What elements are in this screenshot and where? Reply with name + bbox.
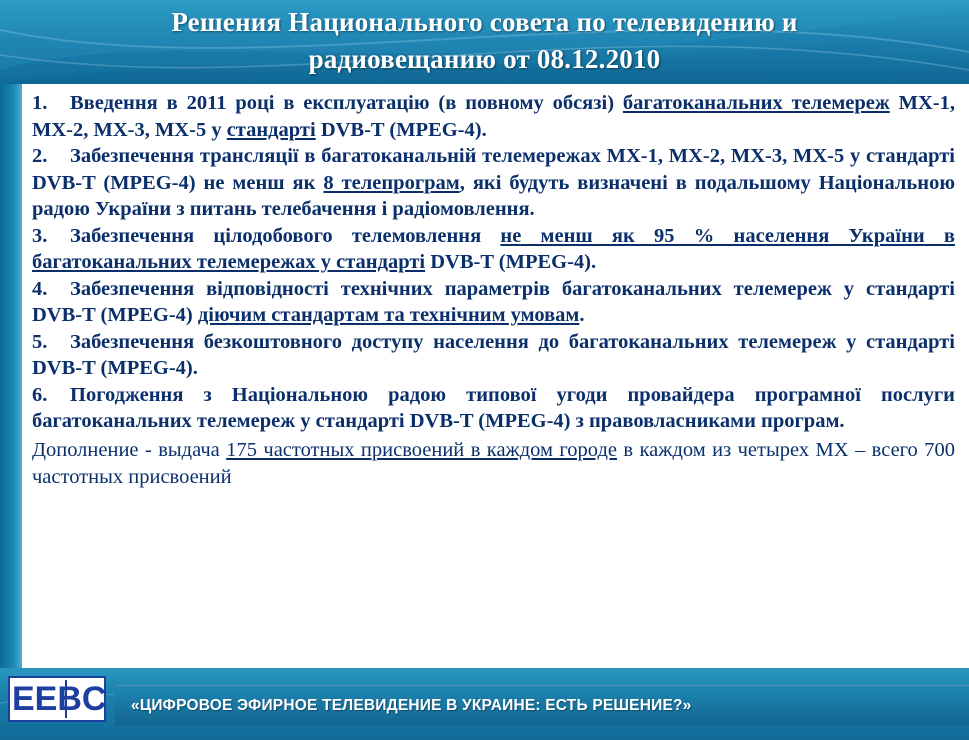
addendum-paragraph	[32, 437, 955, 491]
underlined-text: 8 телепрограм	[323, 171, 460, 194]
list-item-number: 6.	[32, 383, 48, 406]
list-item	[32, 223, 955, 276]
plain-text: Введення в 2011 році в експлуатацію (в повному обсязі)	[70, 92, 623, 114]
plain-text: Забезпечення цілодобового телемовлення	[70, 224, 501, 247]
list-item	[32, 90, 955, 143]
slide-body	[22, 84, 969, 668]
underlined-text: не менш як 95 % населення України в багатоканальних телемережах у стандарті	[32, 224, 955, 273]
footer-banner-text: «ЦИФРОВОЕ ЭФИРНОЕ ТЕЛЕВИДЕНИЕ В УКРАИНЕ: ЕСТЬ РЕШЕНИЕ?»	[131, 697, 692, 714]
list-item	[32, 329, 955, 382]
page-title-line-1: Решения Национального совета по телевидению и	[171, 7, 798, 37]
plain-text: DVB-T (MPEG-4).	[315, 118, 487, 141]
plain-text: .	[579, 304, 585, 326]
list-item-number: 2.	[32, 145, 48, 167]
list-item	[32, 143, 955, 223]
underlined-text: багатоканальних телемереж	[622, 92, 890, 114]
eebc-logo	[8, 676, 106, 722]
left-accent-strip	[0, 84, 22, 668]
page-title	[0, 4, 969, 78]
plain-text: Дополнение - выдача	[32, 438, 227, 461]
plain-text: Забезпечення відповідності технічних параметрів багатоканальних телемереж у стандарті DVB-T (MPEG-4)	[32, 277, 955, 326]
list-item-number: 3.	[32, 224, 48, 247]
list-item	[32, 382, 955, 435]
list-item-number: 5.	[32, 330, 48, 353]
footer-banner	[115, 685, 969, 726]
plain-text: , які будуть визначені в подальшому Національною радою України з питань телебачення і радіомовлення.	[32, 171, 955, 220]
plain-text: Погодження з Національною радою типової угоди провайдера програмної послуги багатоканальних телемереж у стандарті DVB-T (MPEG-4) з правовласниками програм.	[32, 383, 955, 432]
page-title-line-2: радиовещанию от 08.12.2010	[308, 44, 661, 74]
numbered-list	[32, 90, 955, 435]
slide-footer	[0, 668, 969, 740]
underlined-text: діючим стандартам та технічним умовам	[197, 304, 580, 326]
plain-text: в каждом из четырех МХ – всего 700 частотных присвоений	[32, 438, 955, 488]
underlined-text: стандарті	[226, 118, 316, 141]
plain-text: Забезпечення безкоштовного доступу населення до багатоканальних телемереж у стандарті DVB-T (MPEG-4).	[32, 330, 955, 379]
plain-text: МХ-1, МХ-2, МХ-3, МХ-5 у	[32, 92, 955, 141]
list-item-number: 1.	[32, 92, 48, 114]
list-item	[32, 276, 955, 329]
plain-text: DVB-T (MPEG-4).	[425, 251, 597, 273]
underlined-text: 175 частотных присвоений в каждом городе	[226, 438, 617, 461]
plain-text: Забезпечення трансляції в багатоканальній телемережах МХ-1, МХ-2, МХ-3, МХ-5 у стандарті DVB-T (MPEG-4) не менш як	[32, 145, 955, 194]
logo-text: EEBC	[12, 680, 106, 718]
list-item-number: 4.	[32, 277, 48, 300]
slide-header	[0, 0, 969, 84]
